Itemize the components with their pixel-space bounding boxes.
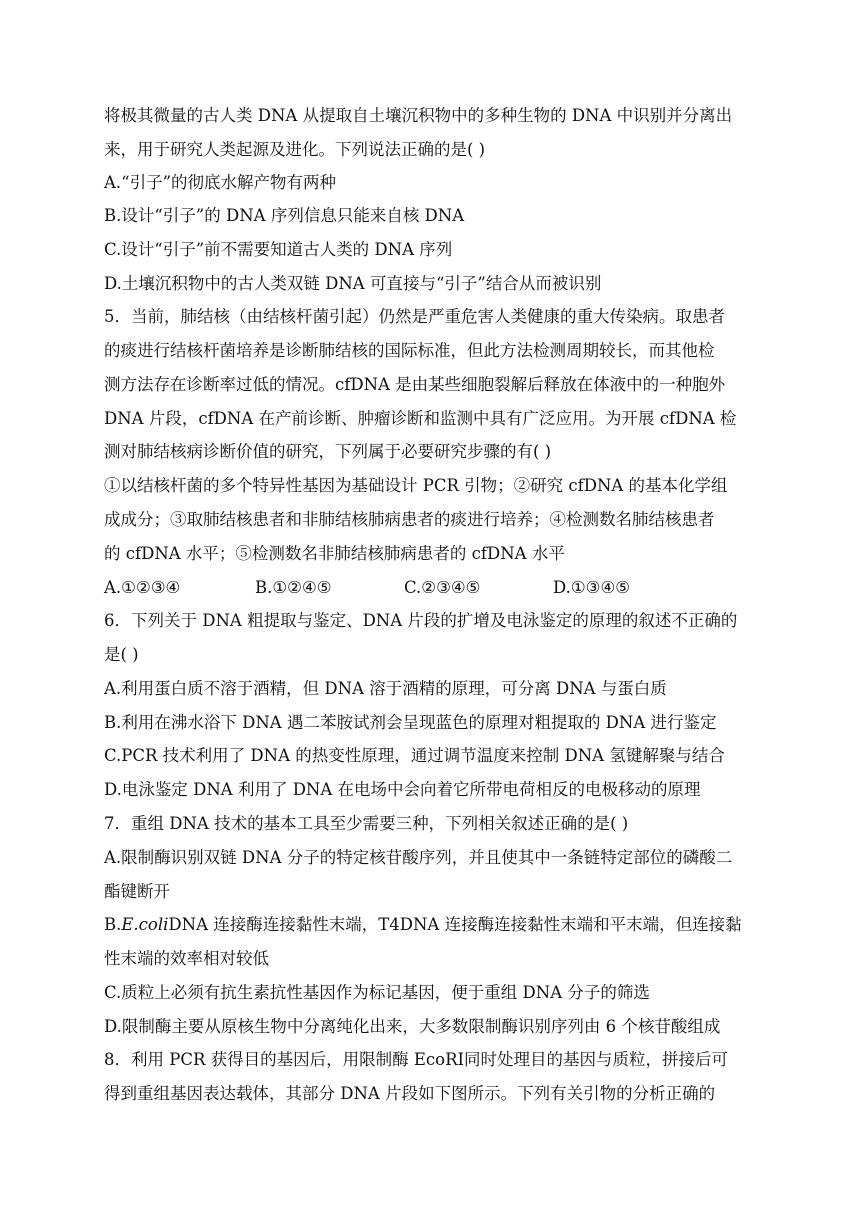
- q6-stem-line-2: 是( ): [104, 645, 139, 664]
- q6-option-d: D.电泳鉴定 DNA 利用了 DNA 在电场中会向着它所带电荷相反的电极移动的原理: [104, 780, 701, 799]
- q4-stem-line-2: 来，用于研究人类起源及进化。下列说法正确的是( ): [104, 140, 486, 159]
- q5-stem-line-5: 测对肺结核病诊断价值的研究，下列属于必要研究步骤的有( ): [104, 442, 552, 461]
- q4-option-d: D.土壤沉积物中的古人类双链 DNA 可直接与“引子”结合从而被识别: [104, 274, 602, 293]
- q5-stem-line-1: 5．当前，肺结核（由结核杆菌引起）仍然是严重危害人类健康的重大传染病。取患者: [104, 307, 725, 326]
- q7-option-d: D.限制酶主要从原核生物中分离纯化出来，大多数限制酶识别序列由 6 个核苷酸组成: [104, 1017, 721, 1036]
- q7-option-b-line-2: 性末端的效率相对较低: [104, 949, 269, 968]
- q5-option-a: A.①②③④: [104, 578, 181, 597]
- q6-option-c: C.PCR 技术利用了 DNA 的热变性原理，通过调节温度来控制 DNA 氢键解聚与结合: [104, 746, 725, 765]
- q6-option-b: B.利用在沸水浴下 DNA 遇二苯胺试剂会呈现蓝色的原理对粗提取的 DNA 进行鉴定: [104, 713, 717, 732]
- q5-steps-line-2: 成成分；③取肺结核患者和非肺结核肺病患者的痰进行培养；④检测数名肺结核患者: [104, 510, 715, 529]
- q5-steps-line-1: ①以结核杆菌的多个特异性基因为基础设计 PCR 引物；②研究 cfDNA 的基本化学组: [104, 476, 728, 495]
- q5-steps-line-3: 的 cfDNA 水平；⑤检测数名非肺结核肺病患者的 cfDNA 水平: [104, 544, 565, 563]
- q8-stem-line-2: 得到重组基因表达载体，其部分 DNA 片段如下图所示。下列有关引物的分析正确的: [104, 1084, 716, 1103]
- q6-stem-line-1: 6．下列关于 DNA 粗提取与鉴定、DNA 片段的扩增及电泳鉴定的原理的叙述不正确的: [104, 611, 738, 630]
- q7-option-b-text: DNA 连接酶连接黏性末端，T4DNA 连接酶连接黏性末端和平末端，但连接黏: [168, 915, 742, 934]
- q8-stem-line-1: 8．利用 PCR 获得目的基因后，用限制酶 EcoRⅠ同时处理目的基因与质粒，拼接后可: [104, 1050, 729, 1069]
- q4-option-c: C.设计“引子”前不需要知道古人类的 DNA 序列: [104, 240, 453, 259]
- q7-option-b-ecoli: E.coli: [121, 915, 169, 934]
- q7-option-a-line-2: 酯键断开: [104, 882, 170, 901]
- q5-stem-line-3: 测方法存在诊断率过低的情况。cfDNA 是由某些细胞裂解后释放在体液中的一种胞外: [104, 375, 726, 394]
- q6-option-a: A.利用蛋白质不溶于酒精，但 DNA 溶于酒精的原理，可分离 DNA 与蛋白质: [104, 679, 667, 698]
- q4-option-a: A.“引子”的彻底水解产物有两种: [104, 173, 337, 192]
- q5-option-b: B.①②④⑤: [255, 578, 332, 597]
- q5-stem-line-2: 的痰进行结核杆菌培养是诊断肺结核的国际标准，但此方法检测周期较长，而其他检: [104, 341, 715, 360]
- q4-option-b: B.设计“引子”的 DNA 序列信息只能来自核 DNA: [104, 206, 465, 225]
- q7-option-c: C.质粒上必须有抗生素抗性基因作为标记基因，便于重组 DNA 分子的筛选: [104, 983, 650, 1002]
- q5-option-d: D.①③④⑤: [553, 578, 631, 597]
- q7-option-b-prefix: B.: [104, 915, 122, 934]
- q5-stem-line-4: DNA 片段，cfDNA 在产前诊断、肿瘤诊断和监测中具有广泛应用。为开展 cfDNA 检: [104, 409, 737, 428]
- q5-option-c: C.②③④⑤: [404, 578, 481, 597]
- q4-stem-line-1: 将极其微量的古人类 DNA 从提取自土壤沉积物中的多种生物的 DNA 中识别并分离出: [104, 106, 733, 125]
- q7-option-b-line-1: [104, 914, 742, 936]
- q7-stem: 7．重组 DNA 技术的基本工具至少需要三种，下列相关叙述正确的是( ): [104, 814, 629, 833]
- q7-option-a-line-1: A.限制酶识别双链 DNA 分子的特定核苷酸序列，并且使其中一条链特定部位的磷酸二: [104, 848, 733, 867]
